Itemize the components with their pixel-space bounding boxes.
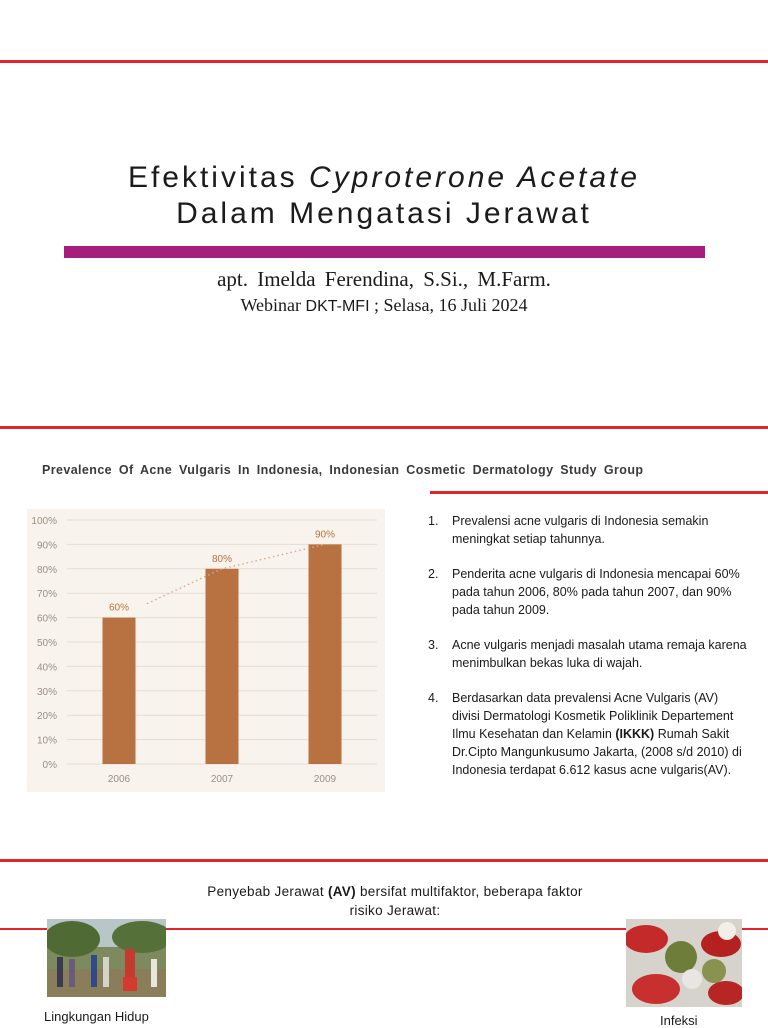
y-tick-label: 40%	[36, 662, 57, 674]
y-tick-label: 100%	[31, 516, 57, 527]
list-item: 2. Penderita acne vulgaris di Indonesia mencapai 60% pada tahun 2006, 80% pada tahun 2007, dan 90% pada tahun 2009.	[428, 567, 740, 617]
list-item: 4. Berdasarkan data prevalensi Acne Vulgaris (AV) divisi Dermatologi Kosmetik Poliklinik Departement Ilmu Kesehatan dan Kelamin (IKKK) Rumah Sakit Dr.Cipto Mangunkusumo Jakarta, (2008 s/d 2010) di Indonesia terdapat 6.612 kasus acne vulgaris(AV).	[428, 691, 742, 777]
infection-photo	[626, 919, 742, 1007]
slide2-heading: Prevalence Of Acne Vulgaris In Indonesia, Indonesian Cosmetic Dermatology Study Group	[42, 463, 644, 477]
webinar-line	[0, 295, 768, 316]
x-tick-label: 2009	[313, 774, 337, 785]
y-tick-label: 60%	[36, 613, 57, 625]
author-line: apt. Imelda Ferendina, S.Si., M.Farm.	[217, 267, 551, 291]
slide1-top-rule	[0, 60, 768, 63]
y-tick-label: 80%	[36, 564, 57, 576]
slide2-heading-rule	[430, 491, 768, 494]
slide2-top-rule	[0, 426, 768, 429]
data-label: 60%	[108, 602, 130, 614]
y-tick-label: 10%	[36, 735, 57, 747]
prevalence-bar-chart	[27, 509, 385, 792]
bar	[206, 569, 239, 764]
x-tick-label: 2007	[210, 774, 234, 785]
y-tick-label: 70%	[36, 589, 57, 601]
chart-canvas	[27, 509, 385, 792]
infection-caption: Infeksi	[660, 1013, 698, 1028]
title-prefix: Efektivitas	[127, 161, 298, 194]
webinar-date: ; Selasa, 16 Juli 2024	[374, 295, 528, 315]
slide-title-line2: Dalam Mengatasi Jerawat	[176, 197, 592, 230]
webinar-prefix: Webinar	[240, 295, 302, 315]
bar	[103, 618, 136, 764]
y-tick-label: 50%	[36, 638, 57, 649]
x-tick-label: 2006	[107, 774, 131, 785]
data-label: 90%	[314, 529, 336, 541]
bar	[309, 544, 342, 764]
y-tick-label: 90%	[36, 540, 57, 552]
y-tick-label: 0%	[42, 760, 57, 771]
list-item: 3. Acne vulgaris menjadi masalah utama remaja karena menimbulkan bekas luka di wajah.	[428, 638, 747, 670]
title-drug-name: Cyproterone Acetate	[309, 161, 641, 194]
environment-photo	[47, 919, 166, 997]
y-tick-label: 30%	[36, 686, 57, 698]
environment-caption: Lingkungan Hidup	[44, 1009, 149, 1024]
findings-list	[428, 512, 748, 796]
data-label: 80%	[211, 553, 233, 565]
title-underline-bar	[64, 246, 705, 258]
risk-factor-intro: Penyebab Jerawat (AV) bersifat multifaktor, beberapa faktor risiko Jerawat:	[207, 884, 583, 918]
slide3-top-rule	[0, 859, 768, 862]
slide-title-line1	[0, 160, 768, 196]
webinar-org: DKT-MFI	[305, 298, 370, 315]
y-tick-label: 20%	[36, 711, 57, 723]
list-item: 1. Prevalensi acne vulgaris di Indonesia semakin meningkat setiap tahunnya.	[428, 514, 709, 546]
